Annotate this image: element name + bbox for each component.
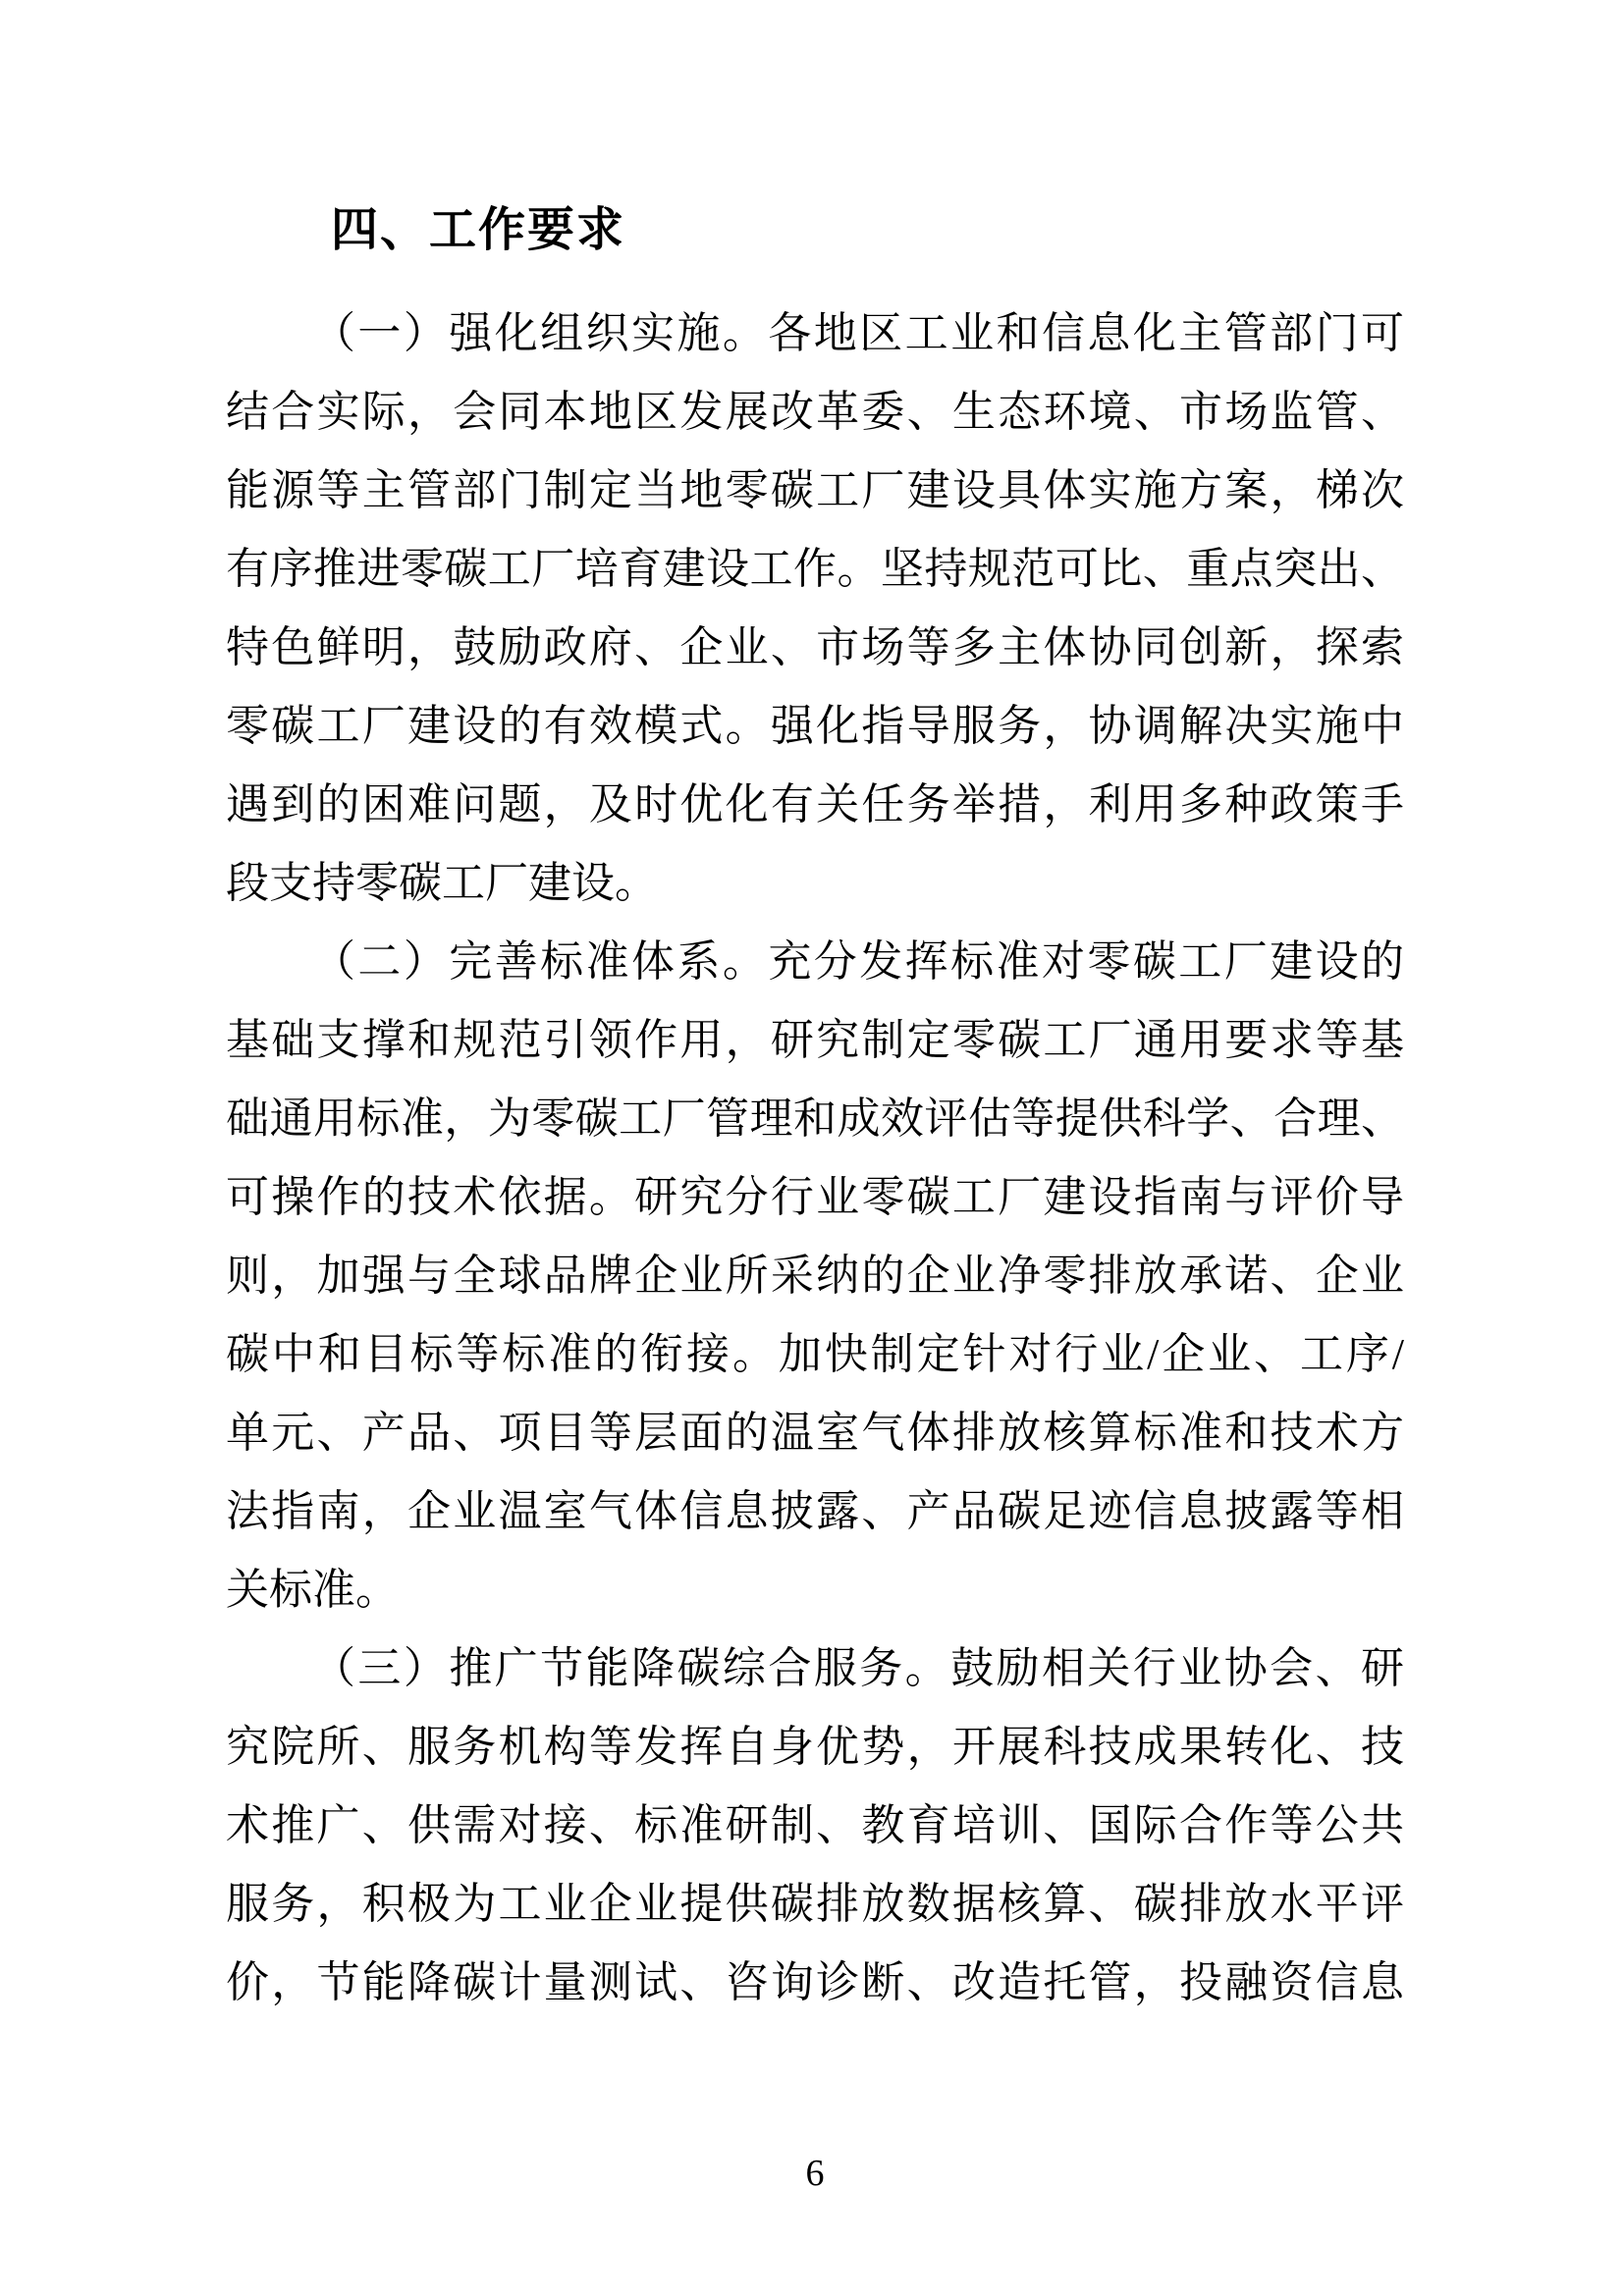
text-line: 术推广、供需对接、标准研制、教育培训、国际合作等公共 [226, 1801, 1404, 1849]
text-line: 服务，积极为工业企业提供碳排放数据核算、碳排放水平评 [226, 1880, 1404, 1928]
text-line: 特色鲜明，鼓励政府、企业、市场等多主体协同创新，探索 [226, 623, 1404, 671]
text-line: 碳中和目标等标准的衔接。加快制定针对行业/企业、工序/ [226, 1330, 1404, 1378]
text-line [226, 923, 1404, 1001]
text-line: 法指南，企业温室气体信息披露、产品碳足迹信息披露等相 [226, 1487, 1404, 1535]
text-line: 价，节能降碳计量测试、咨询诊断、改造托管，投融资信息 [226, 1958, 1404, 2006]
text-line: 结合实际，会同本地区发展改革委、生态环境、市场监管、 [226, 388, 1404, 436]
line-text: 充分发挥标准对零碳工厂建设的 [768, 937, 1405, 986]
paragraph-lead: （一）强化组织实施。 [312, 309, 769, 357]
text-line [226, 294, 1404, 373]
text-line: 则，加强与全球品牌企业所采纳的企业净零排放承诺、企业 [226, 1252, 1404, 1300]
text-line: 有序推进零碳工厂培育建设工作。坚持规范可比、重点突出、 [226, 545, 1404, 593]
line-text: 鼓励相关行业协会、研 [950, 1644, 1405, 1692]
text-line: 零碳工厂建设的有效模式。强化指导服务，协调解决实施中 [226, 702, 1404, 750]
text-line: 可操作的技术依据。研究分行业零碳工厂建设指南与评价导 [226, 1173, 1404, 1221]
text-line: 究院所、服务机构等发挥自身优势，开展科技成果转化、技 [226, 1723, 1404, 1771]
page-number: 6 [805, 2153, 825, 2194]
text-line: 段支持零碳工厂建设。 [226, 859, 658, 907]
text-line: 单元、产品、项目等层面的温室气体排放核算标准和技术方 [226, 1409, 1404, 1457]
text-line: 基础支撑和规范引领作用，研究制定零碳工厂通用要求等基 [226, 1016, 1404, 1064]
paragraph-lead: （二）完善标准体系。 [312, 937, 769, 986]
line-text: 各地区工业和信息化主管部门可 [768, 309, 1405, 357]
text-line: 能源等主管部门制定当地零碳工厂建设具体实施方案，梯次 [226, 466, 1404, 514]
text-line: 础通用标准，为零碳工厂管理和成效评估等提供科学、合理、 [226, 1095, 1404, 1143]
paragraph-lead: （三）推广节能降碳综合服务。 [312, 1644, 951, 1692]
section-heading: 四、工作要求 [331, 204, 626, 256]
text-line: 关标准。 [226, 1566, 399, 1614]
text-line: 遇到的困难问题，及时优化有关任务举措，利用多种政策手 [226, 780, 1404, 828]
text-line [226, 1629, 1404, 1708]
